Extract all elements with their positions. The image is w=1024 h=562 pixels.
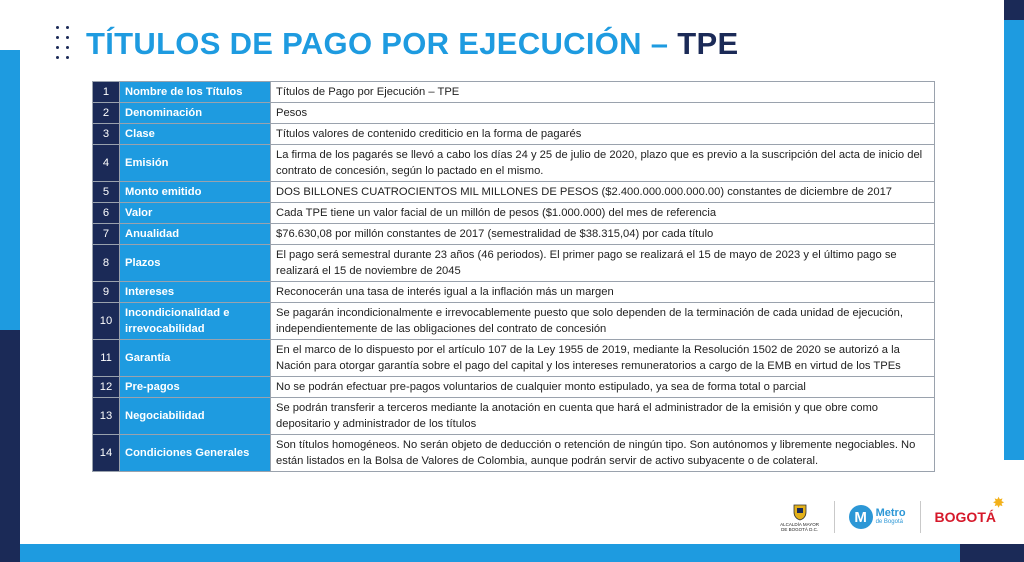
row-label: Nombre de los Títulos <box>120 82 271 103</box>
table-row <box>93 377 935 398</box>
table-row <box>93 245 935 282</box>
table-row <box>93 282 935 303</box>
row-label: Intereses <box>120 282 271 303</box>
table-row <box>93 398 935 435</box>
row-value: El pago será semestral durante 23 años (46 periodos). El primer pago se realizará el 15 de mayo de 2023 y el último pago se realizará el 15 de noviembre de 2045 <box>271 245 935 282</box>
table-row <box>93 203 935 224</box>
row-label: Garantía <box>120 340 271 377</box>
decor-corner-navy <box>1004 0 1024 20</box>
row-label: Pre-pagos <box>120 377 271 398</box>
row-label: Clase <box>120 124 271 145</box>
row-number: 3 <box>93 124 120 145</box>
alcaldia-logo-text: ALCALDÍA MAYOR DE BOGOTÁ D.C. <box>780 521 820 532</box>
decor-dots <box>56 26 70 59</box>
alcaldia-logo <box>780 503 820 532</box>
row-value: No se podrán efectuar pre-pagos voluntarios de cualquier monto estipulado, ya sea de forma total o parcial <box>271 377 935 398</box>
row-number: 7 <box>93 224 120 245</box>
row-number: 6 <box>93 203 120 224</box>
row-value: Cada TPE tiene un valor facial de un millón de pesos ($1.000.000) del mes de referencia <box>271 203 935 224</box>
row-value: Reconocerán una tasa de interés igual a la inflación más un margen <box>271 282 935 303</box>
metro-circle-icon: M <box>849 505 873 529</box>
row-value: Títulos valores de contenido crediticio en la forma de pagarés <box>271 124 935 145</box>
row-label: Incondicionalidad e irrevocabilidad <box>120 303 271 340</box>
table-row <box>93 145 935 182</box>
logo-separator <box>920 501 921 533</box>
star-icon: ✸ <box>993 495 1004 510</box>
row-number: 8 <box>93 245 120 282</box>
page-title-main: TÍTULOS DE PAGO POR EJECUCIÓN – <box>86 26 669 61</box>
table-row <box>93 224 935 245</box>
tpe-table <box>92 81 935 472</box>
row-value: Títulos de Pago por Ejecución – TPE <box>271 82 935 103</box>
row-number: 2 <box>93 103 120 124</box>
decor-bottom-bar-blue <box>20 544 960 562</box>
row-label: Valor <box>120 203 271 224</box>
row-number: 10 <box>93 303 120 340</box>
table-row <box>93 124 935 145</box>
row-number: 13 <box>93 398 120 435</box>
table-row <box>93 303 935 340</box>
decor-bottom-bar-navy <box>960 544 1024 562</box>
metro-logo-name: Metro <box>875 507 906 519</box>
bogota-logo-text: BOGOTÁ <box>934 509 996 525</box>
row-label: Anualidad <box>120 224 271 245</box>
row-label: Negociabilidad <box>120 398 271 435</box>
metro-bogota-logo <box>849 505 906 529</box>
decor-left-bar-blue <box>0 50 20 330</box>
row-value: En el marco de lo dispuesto por el artículo 107 de la Ley 1955 de 2019, mediante la Resolución 1502 de 2020 se autorizó a la Nación para otorgar garantía sobre el pago del capital y los intereses remuneratorios a cargo de la EMB en virtud de los TPEs <box>271 340 935 377</box>
table-row <box>93 435 935 472</box>
page-title-acronym: TPE <box>677 26 739 61</box>
row-value: La firma de los pagarés se llevó a cabo los días 24 y 25 de julio de 2020, plazo que es previo a la suscripción del acta de inicio del contrato de concesión, según lo pactado en el mismo. <box>271 145 935 182</box>
row-label: Monto emitido <box>120 182 271 203</box>
row-value: Se podrán transferir a terceros mediante la anotación en cuenta que hará el administrador de la emisión y que obre como depositario y administrador de los títulos <box>271 398 935 435</box>
footer-logos <box>780 494 1004 540</box>
row-number: 11 <box>93 340 120 377</box>
row-number: 1 <box>93 82 120 103</box>
decor-left-bar-navy <box>0 330 20 562</box>
decor-right-bar-blue <box>1004 20 1024 460</box>
row-number: 5 <box>93 182 120 203</box>
row-label: Denominación <box>120 103 271 124</box>
row-value: $76.630,08 por millón constantes de 2017 (semestralidad de $38.315,04) por cada título <box>271 224 935 245</box>
logo-separator <box>834 501 835 533</box>
table-row <box>93 82 935 103</box>
row-label: Plazos <box>120 245 271 282</box>
row-value: DOS BILLONES CUATROCIENTOS MIL MILLONES DE PESOS ($2.400.000.000.000.00) constantes de diciembre de 2017 <box>271 182 935 203</box>
table-row <box>93 340 935 377</box>
coat-of-arms-icon <box>792 503 808 521</box>
table-row <box>93 103 935 124</box>
row-value: Son títulos homogéneos. No serán objeto de deducción o retención de ningún tipo. Son autónomos y libremente negociables. No están listados en la Bolsa de Valores de Colombia, aunque podrán servir de activo subyacente o de colateral. <box>271 435 935 472</box>
metro-logo-sub: de Bogotá <box>875 519 903 525</box>
row-number: 9 <box>93 282 120 303</box>
row-number: 4 <box>93 145 120 182</box>
row-value: Pesos <box>271 103 935 124</box>
row-label: Condiciones Generales <box>120 435 271 472</box>
bogota-logo <box>934 495 1004 525</box>
row-number: 14 <box>93 435 120 472</box>
table-row <box>93 182 935 203</box>
row-value: Se pagarán incondicionalmente e irrevocablemente puesto que solo dependen de la terminación de cada unidad de ejecución, independientemente de las obligaciones del contrato de concesión <box>271 303 935 340</box>
page-title <box>86 26 738 62</box>
row-label: Emisión <box>120 145 271 182</box>
row-number: 12 <box>93 377 120 398</box>
